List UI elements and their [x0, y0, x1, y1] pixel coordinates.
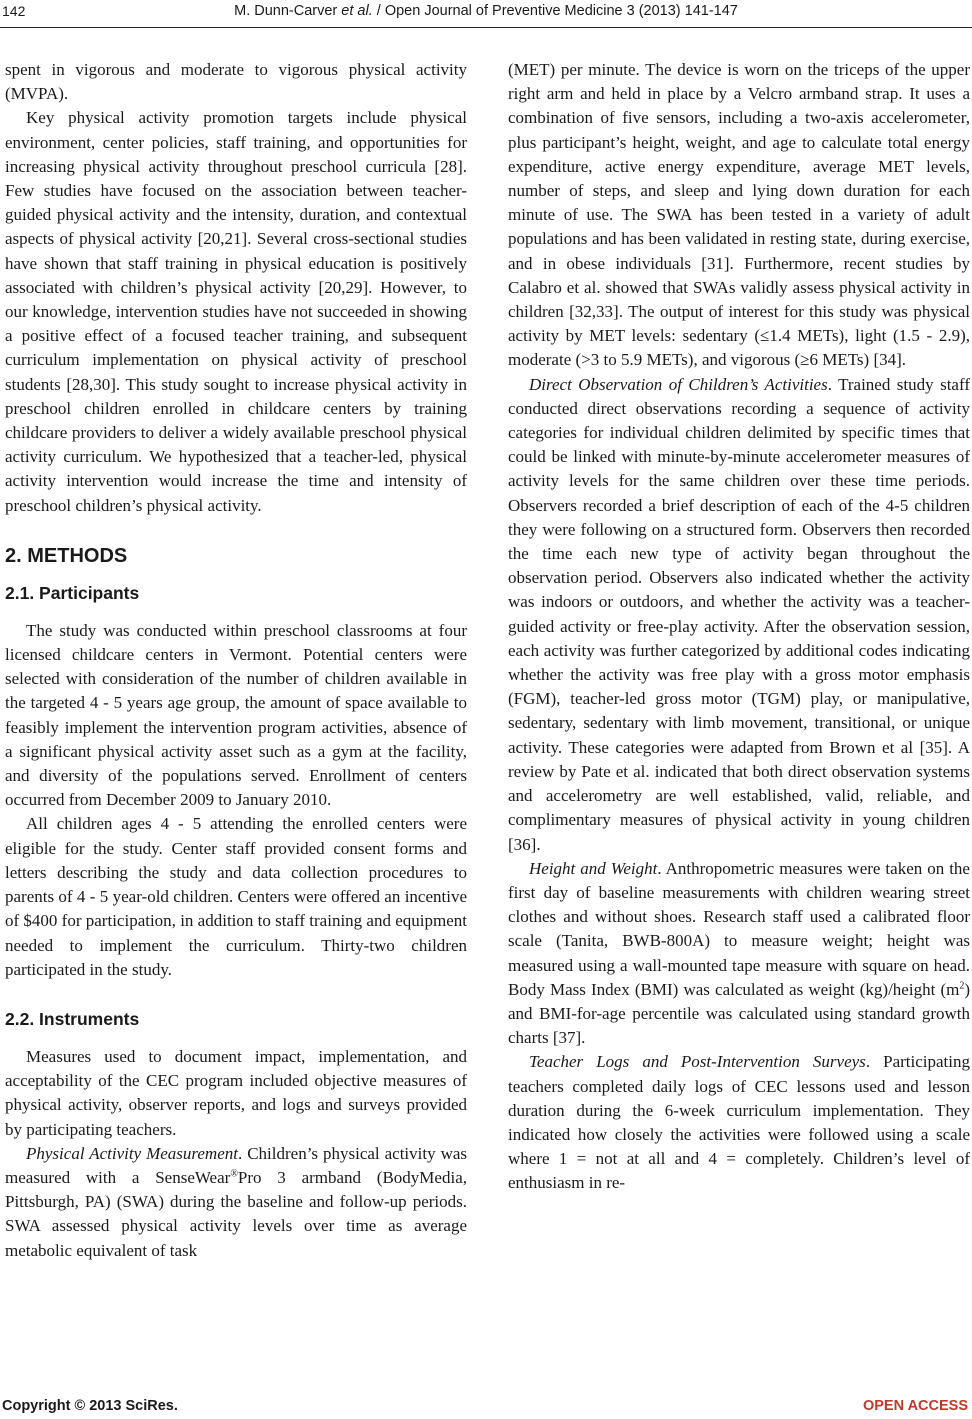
right-column — [508, 58, 970, 1196]
section-heading: 2. METHODS — [5, 544, 128, 567]
paragraph-lead: Teacher Logs and Post-Intervention Surveys — [529, 1052, 866, 1072]
paragraph: Key physical activity promotion targets include physical environment, center policies, staff training, and opportunities for increasing physical activity throughout preschool curricula [28]. Few studies have focused on the association between teacher-guided physical activity and the intensity, duration, and contextual aspects of physical activity [20,21]. Several cross-sectional studies have shown that staff training in physical education is positively associated with children’s physical activity [20,29]. However, to our knowledge, intervention studies have not succeeded in showing a positive effect of a focused teacher training, and subsequent curriculum implementation on physical activity of preschool students [28,30]. This study sought to increase physical activity in preschool children enrolled in childcare centers by training childcare providers to deliver a widely available preschool physical activity curriculum. We hypothesized that a teacher-led, physical activity intervention would increase the time and intensity of preschool children’s physical activity. — [5, 108, 467, 515]
header-rule — [0, 27, 972, 28]
subsection-heading: 2.1. Participants — [5, 582, 140, 603]
running-title-journal: / Open Journal of Preventive Medicine 3 (2013) 141-147 — [372, 3, 738, 19]
paragraph-text: ) and BMI-for-age percentile was calculated using standard growth charts [37]. — [508, 979, 970, 1048]
open-access-label: OPEN ACCESS — [862, 1398, 968, 1414]
running-title-author: M. Dunn-Carver — [234, 3, 342, 19]
paragraph-lead: Direct Observation of Children’s Activities — [529, 374, 828, 394]
page-number: 142 — [2, 3, 26, 19]
registered-mark: ® — [230, 1168, 238, 1180]
paragraph: (MET) per minute. The device is worn on the triceps of the upper right arm and held in place by a Velcro armband strap. It uses a combination of five sensors, including a two-axis accelerometer, plus participant’s height, weight, and age to calculate total energy expenditure, active energy expenditure, average MET levels, number of steps, and sleep and lying down duration for each minute of use. The SWA has been tested in a variety of adult populations and has been validated in resting state, during exercise, and in obese individuals [31]. Furthermore, recent studies by Calabro et al. showed that SWAs validly assess physical activity in children [32,33]. The output of interest for this study was physical activity by MET levels: sedentary (≤1.4 METs), light (1.5 - 2.9), moderate (>3 to 5.9 METs), and vigorous (≥6 METs) [34]. — [508, 60, 970, 370]
paragraph-text: . Children’s physical activity was measured with a SenseWear — [5, 1143, 468, 1187]
paragraph — [508, 857, 970, 1051]
paragraph — [5, 1142, 467, 1263]
paragraph-text: Pro 3 armband (BodyMedia, Pittsburgh, PA) (SWA) during the baseline and follow-up periods. SWA assessed physical activity levels over time as average metabolic equivalent of task — [5, 1167, 467, 1260]
left-column — [5, 58, 467, 1263]
paragraph: The study was conducted within preschool classrooms at four licensed childcare centers in Vermont. Potential centers were selected with consideration of the number of children available in the targeted 4 - 5 years age group, the amount of space available to feasibly implement the intervention program activities, absence of a significant physical activity asset such as a gym at the facility, and diversity of the populations served. Enrollment of centers occurred from December 2009 to January 2010. — [5, 620, 467, 810]
copyright-notice: Copyright © 2013 SciRes. — [2, 1398, 178, 1414]
paragraph-lead: Physical Activity Measurement — [26, 1143, 238, 1163]
superscript: 2 — [959, 980, 965, 992]
running-title-etal: et al. — [341, 3, 373, 19]
paragraph — [508, 373, 970, 857]
paragraph: spent in vigorous and moderate to vigorous physical activity (MVPA). — [5, 60, 467, 104]
paragraph-text: . Anthropometric measures were taken on the first day of baseline measurements with children wearing street clothes and without shoes. Research staff used a calibrated floor scale (Tanita, BWB-800A) to measure weight; height was measured using a wall-mounted tape measure with square on head. Body Mass Index (BMI) was calculated as weight (kg)/height (m — [508, 858, 970, 999]
paragraph — [508, 1050, 970, 1195]
paragraph: Measures used to document impact, implementation, and acceptability of the CEC program included objective measures of physical activity, observer reports, and logs and surveys provided by participating teachers. — [5, 1046, 467, 1139]
paragraph-lead: Height and Weight — [529, 858, 658, 878]
subsection-heading: 2.2. Instruments — [5, 1008, 140, 1029]
paragraph: All children ages 4 - 5 attending the enrolled centers were eligible for the study. Center staff provided consent forms and letters describing the study and data collection procedures to parents of 4 - 5 year-old children. Centers were offered an incentive of $400 for participation, in addition to staff training and equipment needed to implement the curriculum. Thirty-two children participated in the study. — [5, 814, 467, 979]
running-title — [0, 3, 972, 19]
paragraph-text: . Trained study staff conducted direct observations recording a sequence of activity categories for individual children delimited by specific times that could be linked with minute-by-minute accelerometer measures of activity levels for the same children over these time periods. Observers recorded a brief description of each of the 4-5 children they were following on a structured form. Observers then recorded the time each new type of activity began throughout the observation period. Observers also indicated whether the activity was indoors or outdoors, and whether the activity was a teacher-guided activity or free-play activity. After the observation session, each activity was further categorized by additional codes indicating whether the activity was free play with a gross motor emphasis (FGM), teacher-led gross motor (TGM) play, or manipulative, sedentary, sedentary with limb movement, transitional, or unique activity. These categories were adapted from Brown et al [35]. A review by Pate et al. indicated that both direct observation systems and accelerometry are well established, valid, reliable, and complimentary measures of physical activity in young children [36]. — [508, 374, 970, 854]
paragraph-text: . Participating teachers completed daily logs of CEC lessons used and lesson duration during the 6-week curriculum implementation. They indicated how closely the activities were followed using a scale where 1 = not at all and 4 = completely. Children’s level of enthusiasm in re- — [508, 1052, 970, 1193]
